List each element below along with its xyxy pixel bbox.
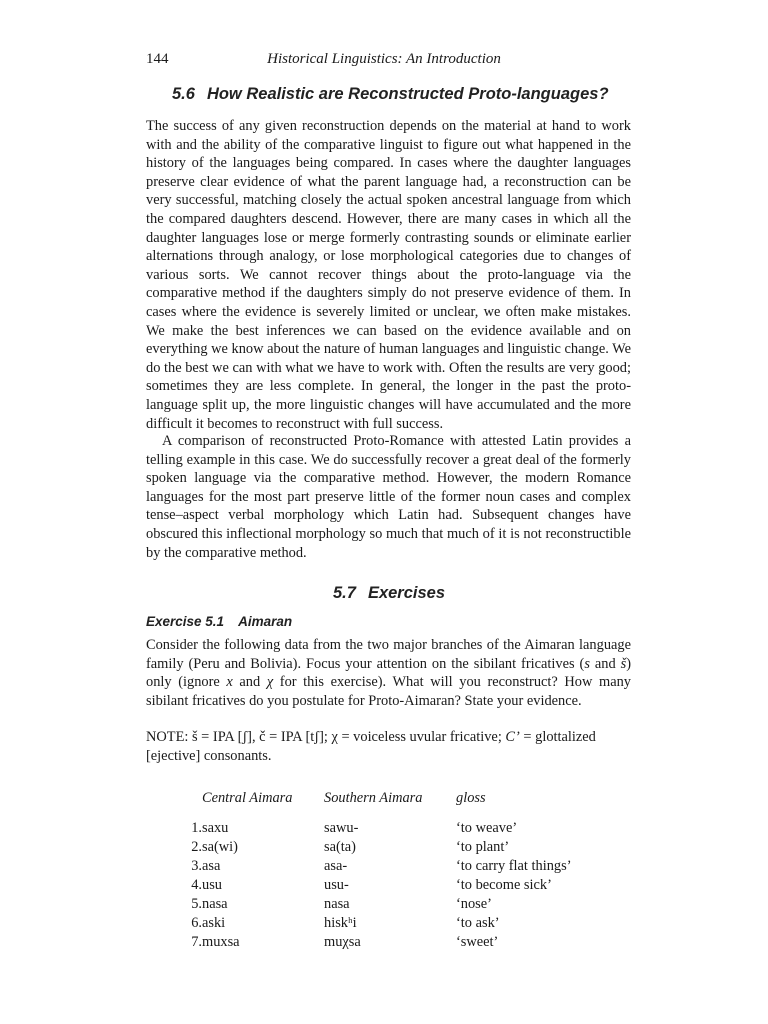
section-number: 5.6 [172,85,195,103]
central-form: saxu [202,820,229,836]
row-number: 4. [191,877,202,893]
southern-form: usu- [324,877,349,893]
central-form: sa(wi) [202,839,238,855]
gloss: ‘to ask’ [456,915,500,931]
header-gloss: gloss [456,789,486,806]
central-form: usu [202,877,222,893]
exercise-title: Aimaran [238,614,293,629]
paragraph-text: A comparison of reconstructed Proto-Romance with attested Latin provides a telling example in this case. We do successfully recover a great deal of the formerly spoken language via the comparative method. However, the modern Romance languages for the most part preserve little of the former noun cases and complex tense–aspect verbal morphology which Latin had. Subsequent changes have obscured this inflectional morphology so much that much of it is not reconstructible by the comparative method. [146,433,631,561]
southern-form: muχsa [324,934,361,950]
note-label: NOTE: [146,729,189,745]
section-title: How Realistic are Reconstructed Proto-languages? [206,85,609,103]
paragraph-2 [146,432,631,562]
row-number: 5. [191,896,202,912]
gloss: ‘sweet’ [456,934,499,950]
gloss: ‘to carry flat things’ [456,858,572,874]
central-form: asa [202,858,221,874]
table-row [160,857,636,876]
row-number: 1. [191,820,202,836]
central-form: muxsa [202,934,240,950]
running-title: Historical Linguistics: An Introduction [267,51,501,67]
header-num [160,789,202,819]
gloss: ‘nose’ [456,896,492,912]
data-table [160,789,636,952]
table-row [160,838,636,857]
gloss: ‘to plant’ [456,839,510,855]
exercise-instructions [146,636,631,710]
exercise-note [146,728,631,765]
exercise-label: Exercise 5.1 [146,614,225,629]
table-row [160,819,636,838]
exercise-heading [146,614,292,629]
central-form: nasa [202,896,228,912]
page-number: 144 [146,51,169,67]
row-number: 6. [191,915,202,931]
table-row [160,895,636,914]
central-form: aski [202,915,226,931]
section-number: 5.7 [333,584,356,602]
table-header-row [160,789,636,819]
section-heading-5-7 [333,584,445,603]
row-number: 2. [191,839,202,855]
paragraph-1 [146,117,631,433]
table-row [160,876,636,895]
gloss: ‘to weave’ [456,820,518,836]
southern-form: sa(ta) [324,839,356,855]
southern-form: asa- [324,858,348,874]
section-title: Exercises [367,584,446,602]
table-row [160,914,636,933]
exercise-instructions-text: Consider the following data from the two major branches of the Aimaran language family (Peru and Bolivia). Focus your attention on the sibilant fricatives (s and š) only (ignore x and χ for this exercise). What will you reconstruct? How many sibilant fricatives do you postulate for Proto-Aimaran? State your evidence. [146,637,631,709]
southern-form: nasa [324,896,350,912]
header-southern: Southern Aimara [324,789,423,806]
section-heading-5-6 [172,85,609,104]
row-number: 3. [191,858,202,874]
gloss: ‘to become sick’ [456,877,552,893]
southern-form: sawu- [324,820,359,836]
header-central: Central Aimara [202,789,293,806]
note-text: š = IPA [ʃ], č = IPA [tʃ]; χ = voiceless uvular fricative; C’ = glottalized [ejective] consonants. [146,729,596,764]
row-number: 7. [191,934,202,950]
table-row [160,933,636,952]
southern-form: hiskʰi [324,915,357,931]
paragraph-text: The success of any given reconstruction depends on the material at hand to work with and the ability of the comparative linguist to figure out what happened in the history of the languages being compared. In cases where the daughter languages preserve clear evidence of what the parent language had, a reconstruction can be very successful, matching closely the actual spoken ancestral language from which the compared daughters descend. However, there are many cases in which all the daughter languages lose or merge formerly contrasting sounds or eliminate earlier alternations through analogy, or lose morphological categories due to changes of various sorts. We cannot recover things about the proto-language via the comparative method if the daughters simply do not preserve evidence of them. In cases where the evidence is severely limited or unclear, we often make mistakes. We make the best inferences we can based on the evidence available and on everything we know about the nature of human languages and linguistic change. We do the best we can with what we have to work with. Often the results are very good; sometimes they are less complete. In general, the longer in the past the proto-language split up, the more linguistic changes will have accumulated and the more difficult it becomes to reconstruct with full success. [146,118,631,432]
